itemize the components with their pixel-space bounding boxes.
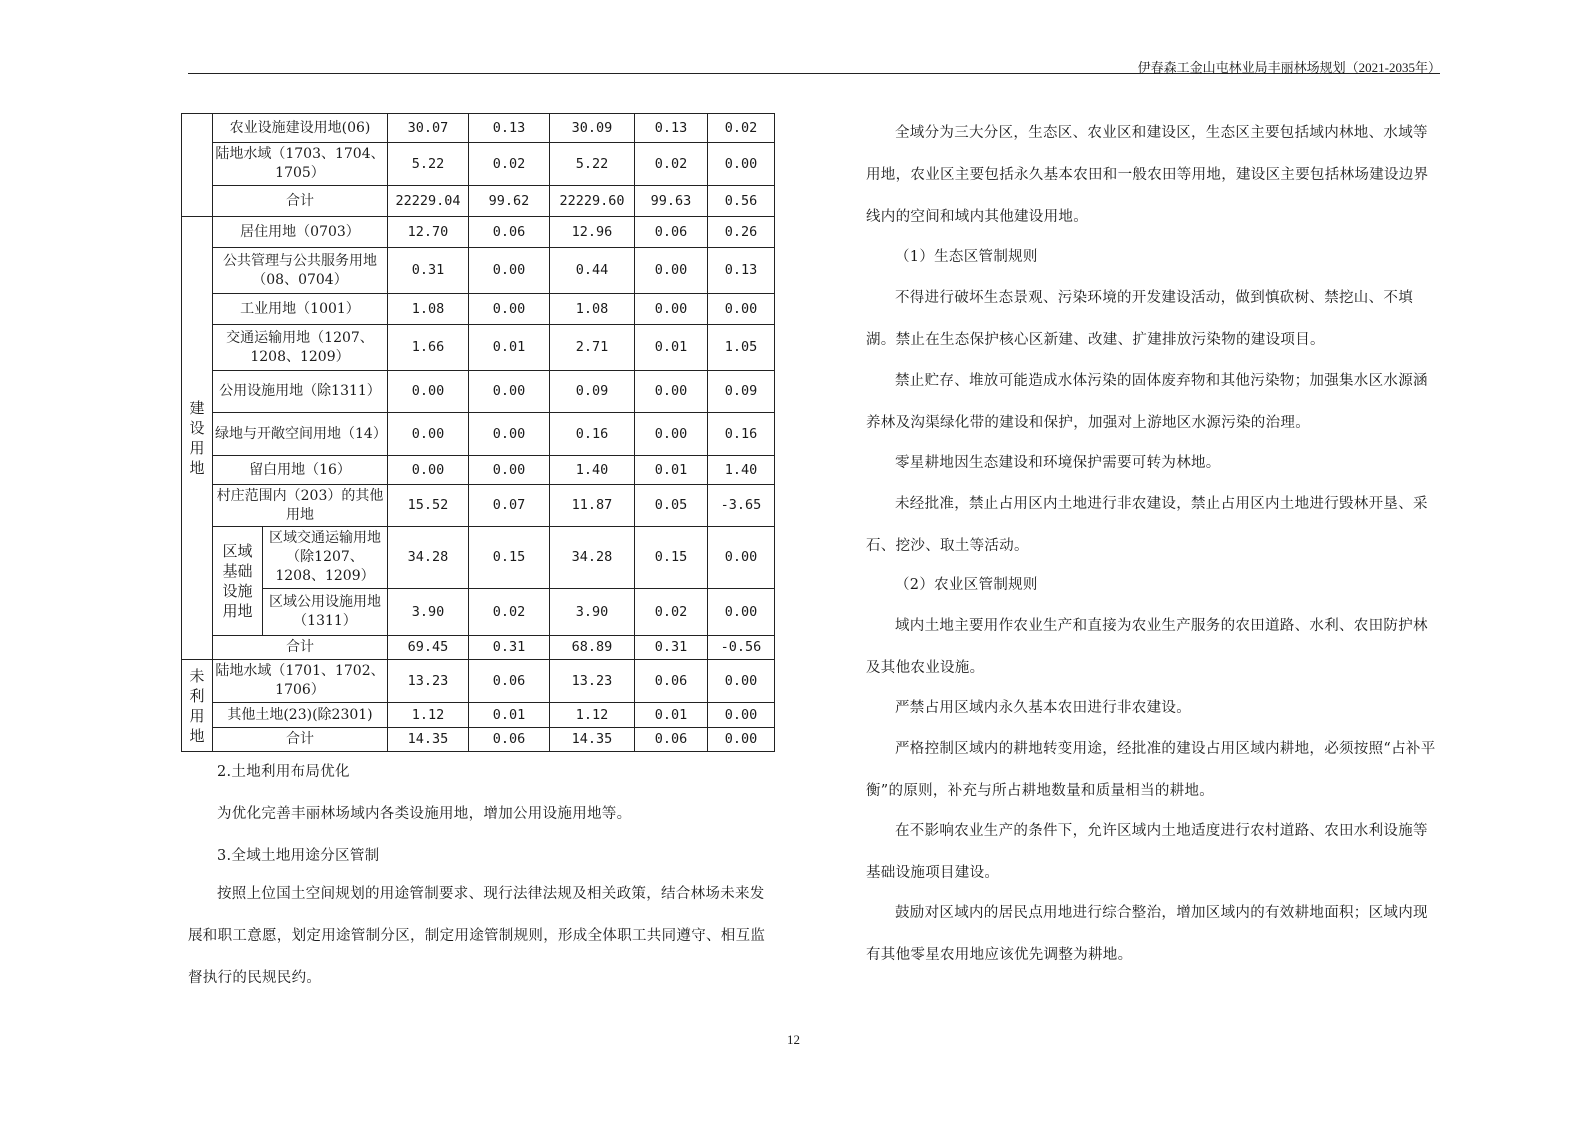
paragraph: 不得进行破坏生态景观、污染环境的开发建设活动，做到慎砍树、禁挖山、不填湖。禁止在生态保护核心区新建、改建、扩建排放污染物的建设项目。 (866, 290, 1413, 348)
cell-value: 22229.04 (388, 186, 469, 217)
cell-value: 1.40 (708, 456, 775, 485)
land-type-name: 绿地与开敞空间用地（14） (213, 413, 388, 456)
cell-value: 0.00 (388, 413, 469, 456)
land-type-name: 留白用地（16） (213, 456, 388, 485)
cell-value: 12.70 (388, 217, 469, 248)
cell-value: 11.87 (550, 485, 635, 527)
cell-value: 0.00 (708, 294, 775, 325)
cell-value: 0.00 (708, 527, 775, 589)
table-row (182, 217, 775, 248)
cell-value: 68.89 (550, 636, 635, 660)
subcategory-regional-infrastructure: 区域基础设施用地 (213, 527, 263, 636)
cell-value: 0.00 (469, 456, 550, 485)
cell-value: 0.02 (635, 589, 708, 636)
cell-value: 0.06 (469, 728, 550, 752)
header-rule (188, 73, 1440, 74)
cell-value: 12.96 (550, 217, 635, 248)
paragraph: 按照上位国土空间规划的用途管制要求、现行法律法规及相关政策，结合林场未来发展和职工意愿，划定用途管制分区，制定用途管制规则，形成全体职工共同遵守、相互监督执行的民规民约。 (188, 886, 766, 986)
section-heading-agricultural-zone: （2）农业区管制规则 (895, 577, 1038, 593)
paragraph: 鼓励对区域内的居民点用地进行综合整治，增加区域内的有效耕地面积；区域内现有其他零星农用地应该优先调整为耕地。 (866, 905, 1428, 963)
cell-value: 1.12 (550, 703, 635, 728)
cell-value: 1.08 (388, 294, 469, 325)
cell-value: 22229.60 (550, 186, 635, 217)
cell-value: 0.05 (635, 485, 708, 527)
paragraph: 全域分为三大分区，生态区、农业区和建设区，生态区主要包括域内林地、水域等用地，农业区主要包括永久基本农田和一般农田等用地，建设区主要包括林场建设边界线内的空间和域内其他建设用地。 (866, 125, 1429, 225)
cell-value: 0.06 (469, 217, 550, 248)
total-label: 合计 (213, 186, 388, 217)
cell-value: 0.01 (635, 325, 708, 371)
cell-value: 3.90 (388, 589, 469, 636)
cell-value: 0.15 (635, 527, 708, 589)
cell-value: 99.63 (635, 186, 708, 217)
paragraph: 未经批准，禁止占用区内土地进行非农建设，禁止占用区内土地进行毁林开垦、采石、挖沙、取土等活动。 (866, 496, 1428, 554)
category-cell-continued (182, 114, 213, 217)
table-row (182, 660, 775, 703)
cell-value: 1.05 (708, 325, 775, 371)
cell-value: 0.56 (708, 186, 775, 217)
cell-value: 0.00 (708, 589, 775, 636)
table-row (182, 485, 775, 527)
table-row (182, 143, 775, 186)
table-row (182, 589, 775, 636)
cell-value: 0.00 (635, 371, 708, 413)
cell-value: 0.00 (708, 660, 775, 703)
section-heading-ecological-zone: （1）生态区管制规则 (895, 249, 1038, 265)
cell-value: 0.01 (469, 703, 550, 728)
cell-value: 0.00 (635, 294, 708, 325)
cell-value: 0.00 (388, 371, 469, 413)
land-type-name: 公共管理与公共服务用地（08、0704） (213, 248, 388, 294)
category-unused: 未利用地 (182, 660, 213, 752)
cell-value: 1.12 (388, 703, 469, 728)
land-type-name: 交通运输用地（1207、1208、1209） (213, 325, 388, 371)
land-type-name: 区域交通运输用地（除1207、1208、1209） (263, 527, 388, 589)
cell-value: 1.66 (388, 325, 469, 371)
cell-value: 0.00 (469, 294, 550, 325)
table-row (182, 114, 775, 143)
page-number: 12 (787, 1032, 800, 1047)
land-type-name: 陆地水域（1701、1702、1706） (213, 660, 388, 703)
cell-value: 2.71 (550, 325, 635, 371)
cell-value: 0.00 (388, 456, 469, 485)
land-type-name: 农业设施建设用地(06) (213, 114, 388, 143)
cell-value: -3.65 (708, 485, 775, 527)
paragraph: 在不影响农业生产的条件下，允许区域内土地适度进行农村道路、农田水利设施等基础设施项目建设。 (866, 823, 1428, 881)
paragraph: 严格控制区域内的耕地转变用途，经批准的建设占用区域内耕地，必须按照“占补平衡”的原则，补充与所占耕地数量和质量相当的耕地。 (866, 741, 1436, 799)
cell-value: 0.06 (635, 728, 708, 752)
cell-value: 0.15 (469, 527, 550, 589)
cell-value: 13.23 (550, 660, 635, 703)
cell-value: 0.00 (708, 728, 775, 752)
cell-value: 0.06 (635, 660, 708, 703)
land-use-table (181, 113, 775, 752)
cell-value: 0.09 (708, 371, 775, 413)
cell-value: 14.35 (388, 728, 469, 752)
paragraph: 为优化完善丰丽林场域内各类设施用地，增加公用设施用地等。 (217, 806, 632, 822)
paragraph: 严禁占用区域内永久基本农田进行非农建设。 (895, 700, 1191, 716)
cell-value: 0.31 (635, 636, 708, 660)
cell-value: 0.00 (469, 248, 550, 294)
cell-value: 0.02 (635, 143, 708, 186)
cell-value: 0.07 (469, 485, 550, 527)
cell-value: 0.02 (708, 114, 775, 143)
section-heading-layout-optimization: 2.土地利用布局优化 (217, 764, 350, 780)
cell-value: 30.09 (550, 114, 635, 143)
table-row (182, 456, 775, 485)
cell-value: 0.00 (708, 703, 775, 728)
paragraph: 禁止贮存、堆放可能造成水体污染的固体废弃物和其他污染物；加强集水区水源涵养林及沟渠绿化带的建设和保护，加强对上游地区水源污染的治理。 (866, 373, 1428, 431)
cell-value: 0.26 (708, 217, 775, 248)
cell-value: 0.00 (635, 413, 708, 456)
cell-value: 0.01 (635, 703, 708, 728)
total-label: 合计 (213, 636, 388, 660)
cell-value: 0.00 (469, 413, 550, 456)
cell-value: 0.16 (550, 413, 635, 456)
cell-value: 1.40 (550, 456, 635, 485)
section-heading-zoning-control: 3.全域土地用途分区管制 (217, 848, 380, 864)
table-row (182, 325, 775, 371)
header-title: 伊春森工金山屯林业局丰丽林场规划（2021-2035年） (1137, 60, 1441, 75)
cell-value: 0.02 (469, 143, 550, 186)
cell-value: 0.13 (708, 248, 775, 294)
cell-value: 69.45 (388, 636, 469, 660)
cell-value: 0.00 (635, 248, 708, 294)
cell-value: 15.52 (388, 485, 469, 527)
cell-value: 0.01 (635, 456, 708, 485)
cell-value: 14.35 (550, 728, 635, 752)
cell-value: 99.62 (469, 186, 550, 217)
cell-value: 0.01 (469, 325, 550, 371)
cell-value: 0.06 (635, 217, 708, 248)
cell-value: 0.31 (388, 248, 469, 294)
cell-value: 0.09 (550, 371, 635, 413)
cell-value: 5.22 (388, 143, 469, 186)
cell-value: 0.02 (469, 589, 550, 636)
cell-value: 0.00 (469, 371, 550, 413)
cell-value: 30.07 (388, 114, 469, 143)
cell-value: 0.16 (708, 413, 775, 456)
table-row (182, 413, 775, 456)
cell-value: 0.44 (550, 248, 635, 294)
cell-value: 0.06 (469, 660, 550, 703)
paragraph: 域内土地主要用作农业生产和直接为农业生产服务的农田道路、水利、农田防护林及其他农业设施。 (866, 618, 1428, 676)
cell-value: 0.31 (469, 636, 550, 660)
cell-value: 34.28 (388, 527, 469, 589)
cell-value: 0.00 (708, 143, 775, 186)
cell-value: 13.23 (388, 660, 469, 703)
land-type-name: 陆地水域（1703、1704、1705） (213, 143, 388, 186)
table-row-total (182, 636, 775, 660)
land-type-name: 区域公用设施用地（1311） (263, 589, 388, 636)
category-construction: 建设用地 (182, 217, 213, 660)
land-type-name: 其他土地(23)(除2301) (213, 703, 388, 728)
land-type-name: 公用设施用地（除1311） (213, 371, 388, 413)
table-row (182, 703, 775, 728)
cell-value: 1.08 (550, 294, 635, 325)
table-row (182, 527, 775, 589)
total-label: 合计 (213, 728, 388, 752)
paragraph: 零星耕地因生态建设和环境保护需要可转为林地。 (895, 455, 1221, 471)
land-type-name: 居住用地（0703） (213, 217, 388, 248)
cell-value: 34.28 (550, 527, 635, 589)
land-type-name: 工业用地（1001） (213, 294, 388, 325)
cell-value: 0.13 (469, 114, 550, 143)
table-row (182, 371, 775, 413)
cell-value: 5.22 (550, 143, 635, 186)
table-row (182, 248, 775, 294)
cell-value: 3.90 (550, 589, 635, 636)
table-row-total (182, 728, 775, 752)
cell-value: 0.13 (635, 114, 708, 143)
cell-value: -0.56 (708, 636, 775, 660)
table-row-total (182, 186, 775, 217)
land-type-name: 村庄范围内（203）的其他用地 (213, 485, 388, 527)
table-row (182, 294, 775, 325)
